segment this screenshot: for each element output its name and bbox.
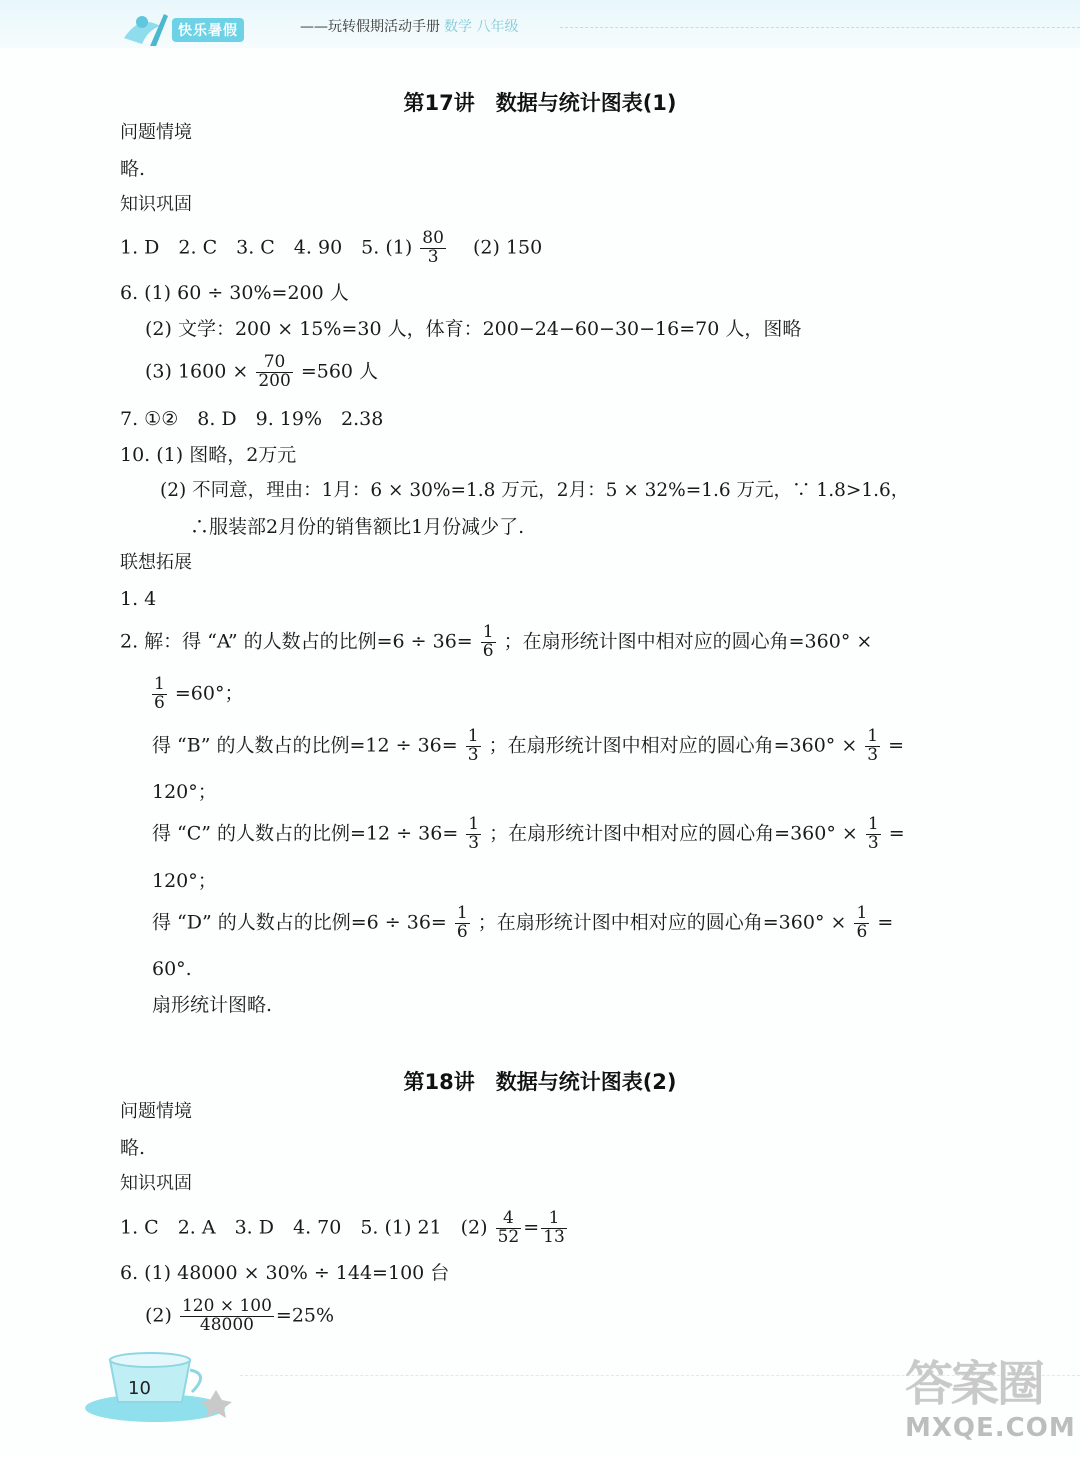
lesson18-q6-2: (2) $\frac{120 \times 100}{48000}$ =25%	[145, 1296, 335, 1335]
lesson17-problem-heading: 问题情境	[120, 122, 192, 143]
lesson17-title: 第17讲 数据与统计图表(1)	[403, 91, 677, 115]
header-grade: 数学 八年级	[444, 19, 519, 35]
watermark-url: MXQE.COM	[905, 1413, 1076, 1443]
header-brand: 快乐暑假	[172, 18, 244, 42]
watermark-brand: 答案圈	[905, 1356, 1044, 1412]
fraction: $\frac{70}{200}$	[258, 352, 291, 391]
lesson17-pie-note: 扇形统计图略.	[152, 994, 273, 1016]
page-number: 10	[128, 1378, 151, 1399]
lesson17-e2-d: 得 “D” 的人数占的比例=6 ÷ 36= $\frac{1}{6}$ ；在扇形统计图中相对应的圆心角=360° × $\frac{1}{6}$ =	[152, 903, 894, 942]
lesson18-problem-heading: 问题情境	[120, 1101, 192, 1122]
lesson17-q6-2: (2) 文学：200 × 15%=30 人，体育：200−24−60−30−16=70 人，图略	[145, 318, 802, 340]
lesson18-title: 第18讲 数据与统计图表(2)	[403, 1070, 677, 1094]
footer-cup-icon	[70, 1340, 240, 1430]
lesson17-q1-5: 1. D 2. C 3. C 4. 90 5. (1) $\frac{80}{3}$ (2) 150	[120, 228, 543, 267]
fraction: $\frac{1}{13}$	[543, 1208, 565, 1247]
fraction: $\frac{1}{3}$	[867, 814, 879, 853]
lesson18-problem-answer: 略.	[120, 1137, 146, 1159]
lesson18-q6-1: 6. (1) 48000 × 30% ÷ 144=100 台	[120, 1262, 450, 1284]
header-subtitle: ——玩转假期活动手册 数学 八年级	[300, 19, 519, 35]
header-divider	[560, 27, 1080, 28]
lesson18-q1-5: 1. C 2. A 3. D 4. 70 5. (1) 21 (2) $\frac{4}{52}$ = $\frac{1}{13}$	[120, 1208, 565, 1247]
page-header	[0, 0, 1080, 55]
lesson17-e2-d-cont: 60°.	[152, 958, 192, 980]
lesson17-problem-answer: 略.	[120, 158, 146, 180]
lesson17-e1: 1. 4	[120, 588, 157, 610]
lesson17-e2-a: 2. 解：得 “A” 的人数占的比例=6 ÷ 36= $\frac{1}{6}$ ；在扇形统计图中相对应的圆心角=360° ×	[120, 622, 873, 661]
fraction: $\frac{1}{6}$	[456, 903, 468, 942]
fraction: $\frac{1}{3}$	[867, 726, 879, 765]
lesson17-q6-1: 6. (1) 60 ÷ 30%=200 人	[120, 282, 349, 304]
fraction: $\frac{1}{6}$	[856, 903, 868, 942]
fraction: $\frac{80}{3}$	[422, 228, 444, 267]
lesson18-knowledge-heading: 知识巩固	[120, 1173, 192, 1194]
lesson17-e2-b: 得 “B” 的人数占的比例=12 ÷ 36= $\frac{1}{3}$ ；在扇形统计图中相对应的圆心角=360° × $\frac{1}{3}$ =	[152, 726, 905, 765]
lesson17-e2-c-cont: 120°；	[152, 870, 217, 892]
lesson17-knowledge-heading: 知识巩固	[120, 194, 192, 215]
fraction: $\frac{1}{6}$	[154, 674, 165, 713]
lesson17-q10-2a: (2) 不同意，理由：1月：6 × 30%=1.8 万元，2月：5 × 32%=1.6 万元，∵ 1.8>1.6，	[160, 480, 910, 501]
lesson17-e2-a-cont: $\frac{1}{6}$ =60°；	[154, 674, 244, 713]
fraction: $\frac{1}{3}$	[468, 814, 480, 853]
lesson17-q10-2b: ∴服装部2月份的销售额比1月份减少了.	[190, 516, 525, 538]
watermark	[905, 1345, 1080, 1455]
lesson17-q10-1: 10. (1) 图略，2万元	[120, 444, 297, 466]
fraction: $\frac{1}{3}$	[467, 726, 479, 765]
fraction: $\frac{1}{6}$	[482, 622, 494, 661]
fraction: $\frac{4}{52}$	[497, 1208, 520, 1247]
lesson17-e2-b-cont: 120°；	[152, 781, 217, 803]
lesson17-q7-9: 7. ①② 8. D 9. 19% 2.38	[120, 408, 384, 430]
lesson17-e2-c: 得 “C” 的人数占的比例=12 ÷ 36= $\frac{1}{3}$ ；在扇形统计图中相对应的圆心角=360° × $\frac{1}{3}$ =	[152, 814, 905, 853]
lesson17-q6-3: (3) 1600 × $\frac{70}{200}$ =560 人	[145, 352, 379, 391]
fraction: $\frac{120 \times 100}{48000}$	[181, 1296, 272, 1335]
lesson17-extend-heading: 联想拓展	[120, 552, 192, 573]
